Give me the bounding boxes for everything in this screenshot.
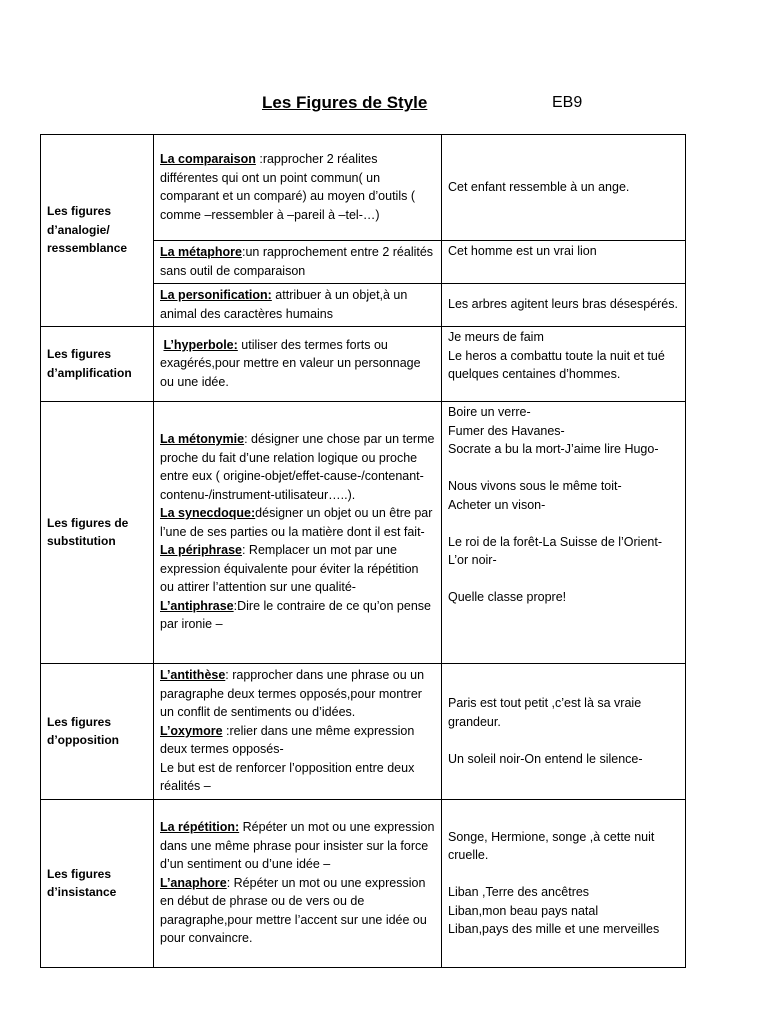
figure-definition: : rapprocher dans une phrase ou un paragraphe deux termes opposés,pour montrer un conflit de sentiments ou d’idées. <box>160 668 425 720</box>
figure-definition: :Dire le contraire de ce qu’on pense par ironie – <box>160 598 431 632</box>
figure-definition: : Répéter un mot ou une expression en début de phrase ou de vers ou de paragraphe,pour mettre l’accent sur une idée ou pour convaincre. <box>160 875 427 946</box>
figure-term: La métaphore <box>160 245 242 259</box>
figure-definition: désigner un objet ou un être par l’une de ses parties ou la matière dont il est fait- <box>160 506 433 539</box>
example-cell: Cet enfant ressemble à un ange. <box>442 135 686 241</box>
figures-table <box>40 134 686 968</box>
figure-definition: :un rapprochement entre 2 réalités sans outil de comparaison <box>160 245 434 278</box>
definition-cell <box>154 241 442 284</box>
figure-term: L’antithèse <box>160 668 226 683</box>
figure-definition: utiliser des termes forts ou exagérés,pour mettre en valeur un personnage ou une idée. <box>160 337 421 389</box>
page-title: Les Figures de Style <box>262 93 428 112</box>
definition-cell <box>154 284 442 327</box>
figure-definition: :rapprocher 2 réalites différentes qui ont un point commun( un comparant et un comparé) au moyen d’outils ( comme –ressembler à –pareil à –tel-…) <box>160 152 415 222</box>
table-row <box>41 327 686 402</box>
class-label: EB9 <box>552 94 583 111</box>
category-cell: Les figures d’amplification <box>41 327 154 402</box>
figure-definition: : Remplacer un mot par une expression équivalente pour éviter la répétition ou attirer l’attention sur une qualité- <box>160 543 419 595</box>
example-cell: Songe, Hermione, songe ,à cette nuit cruelle. Liban ,Terre des ancêtres Liban,mon beau pays natal Liban,pays des mille et une merveilles <box>442 800 686 968</box>
definition-cell <box>154 664 442 800</box>
figure-term: La personification: <box>160 288 272 302</box>
table-row <box>41 800 686 968</box>
category-cell: Les figures d’opposition <box>41 664 154 800</box>
example-cell: Je meurs de faim Le heros a combattu toute la nuit et tué quelques centaines d’hommes. <box>442 327 686 402</box>
figure-definition: : désigner une chose par un terme proche du fait d’une relation logique ou proche entre eux ( origine-objet/effet-cause-/contenant-contenu-/instrument-utilisateur…..). <box>160 432 435 502</box>
figure-term: L’anaphore <box>160 875 227 890</box>
figure-term: La répétition: <box>160 820 240 835</box>
table-row <box>41 402 686 664</box>
definition-cell <box>154 327 442 402</box>
figure-term: L’antiphrase <box>160 598 234 613</box>
definition-cell <box>154 402 442 664</box>
figure-definition: :relier dans une même expression deux termes opposés- Le but est de renforcer l’opposition entre deux réalités – <box>160 723 415 794</box>
example-cell: Cet homme est un vrai lion <box>442 241 686 284</box>
figure-term: L’hyperbole: <box>163 337 238 352</box>
definition-cell <box>154 800 442 968</box>
category-cell: Les figures d’analogie/ ressemblance <box>41 135 154 327</box>
figure-term: La métonymie <box>160 432 245 447</box>
category-cell: Les figures d’insistance <box>41 800 154 968</box>
example-cell: Paris est tout petit ,c’est là sa vraie grandeur. Un soleil noir-On entend le silence- <box>442 664 686 800</box>
figure-definition: Répéter un mot ou une expression dans une même phrase pour insister sur la force d’un sentiment ou d’une idée – <box>160 820 435 872</box>
figure-term: La synecdoque: <box>160 506 256 521</box>
table-row <box>41 135 686 241</box>
figure-term: La comparaison <box>160 152 256 166</box>
figure-term: La périphrase <box>160 543 242 558</box>
example-cell: Les arbres agitent leurs bras désespérés. <box>442 284 686 327</box>
definition-cell <box>154 135 442 241</box>
category-cell: Les figures de substitution <box>41 402 154 664</box>
example-cell: Boire un verre- Fumer des Havanes- Socrate a bu la mort-J’aime lire Hugo- Nous vivons sous le même toit- Acheter un vison- Le roi de la forêt-La Suisse de l’Orient-L’or noir- Quelle classe propre! <box>442 402 686 664</box>
figure-definition: attribuer à un objet,à un animal des caractères humains <box>160 288 408 321</box>
table-row <box>41 664 686 800</box>
figure-term: L’oxymore <box>160 723 223 738</box>
